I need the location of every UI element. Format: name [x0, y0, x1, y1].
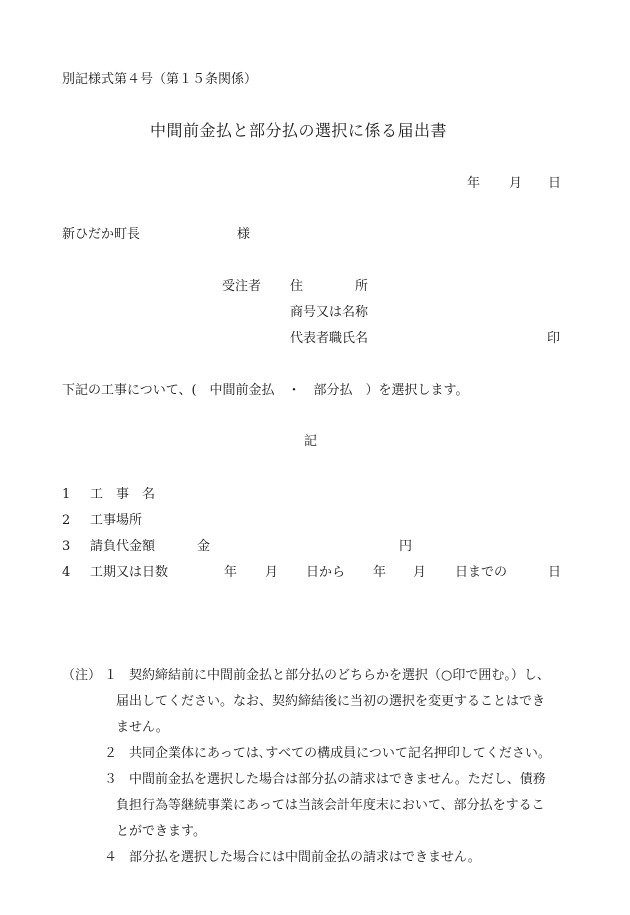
- addressee-honorific: 様: [237, 227, 251, 242]
- note-3-line-1: 中間前金払を選択した場合は部分払の請求はできません。ただし、債務: [129, 772, 546, 787]
- item-2-number: 2: [62, 513, 71, 528]
- note-4-line-1: 部分払を選択した場合には中間前金払の請求はできません。: [129, 850, 481, 865]
- period-start-month: 月: [265, 565, 279, 580]
- item-3-number: 3: [62, 539, 71, 554]
- item-1-number: 1: [62, 487, 71, 502]
- notes-label: （注）: [62, 668, 102, 683]
- period-end-month: 月: [413, 565, 427, 580]
- item-1-label: 工 事 名: [90, 487, 156, 502]
- company-name-label: 商号又は名称: [290, 305, 369, 320]
- address-label: 住 所: [290, 279, 369, 294]
- note-3-line-3: とができます。: [116, 824, 206, 839]
- date-year-label: 年: [467, 176, 481, 191]
- period-days: 日: [548, 565, 562, 580]
- note-1-line-1: 契約締結前に中間前金払と部分払のどちらかを選択（○印で囲む。）し、: [129, 668, 550, 683]
- note-1-number: １: [104, 668, 118, 683]
- representative-label: 代表者職氏名: [290, 331, 369, 346]
- addressee-name: 新ひだか町長: [62, 227, 141, 242]
- amount-prefix: 金: [197, 539, 211, 554]
- contractor-label: 受注者: [222, 279, 262, 294]
- item-4-label: 工期又は日数: [90, 565, 169, 580]
- amount-suffix: 円: [399, 539, 413, 554]
- period-start-day: 日から: [306, 565, 346, 580]
- note-3-number: ３: [104, 772, 118, 787]
- form-number: 別記様式第４号（第１５条関係）: [62, 72, 258, 87]
- note-2-number: ２: [104, 746, 118, 761]
- date-day-label: 日: [548, 176, 562, 191]
- note-2-line-1: 共同企業体にあっては､すべての構成員について記名押印してください。: [129, 746, 551, 761]
- note-3-line-2: 負担行為等継続事業にあっては当該会計年度末において、部分払をするこ: [116, 798, 545, 813]
- item-3-label: 請負代金額: [90, 539, 156, 554]
- date-month-label: 月: [509, 176, 523, 191]
- seal-mark: 印: [547, 331, 561, 346]
- period-end-day: 日までの: [455, 565, 508, 580]
- item-4-number: 4: [62, 565, 71, 580]
- item-2-label: 工事場所: [90, 513, 143, 528]
- document-title: 中間前金払と部分払の選択に係る届出書: [150, 121, 448, 140]
- note-4-number: ４: [104, 850, 118, 865]
- ki-heading: 記: [304, 434, 318, 449]
- note-1-line-2: 届出してください。なお、契約締結後に当初の選択を変更することはでき: [116, 694, 546, 709]
- period-end-year: 年: [373, 565, 387, 580]
- note-1-line-3: ません。: [116, 720, 169, 735]
- selection-statement: 下記の工事について、( 中間前金払 ・ 部分払 ）を選択します。: [62, 383, 469, 398]
- period-start-year: 年: [224, 565, 238, 580]
